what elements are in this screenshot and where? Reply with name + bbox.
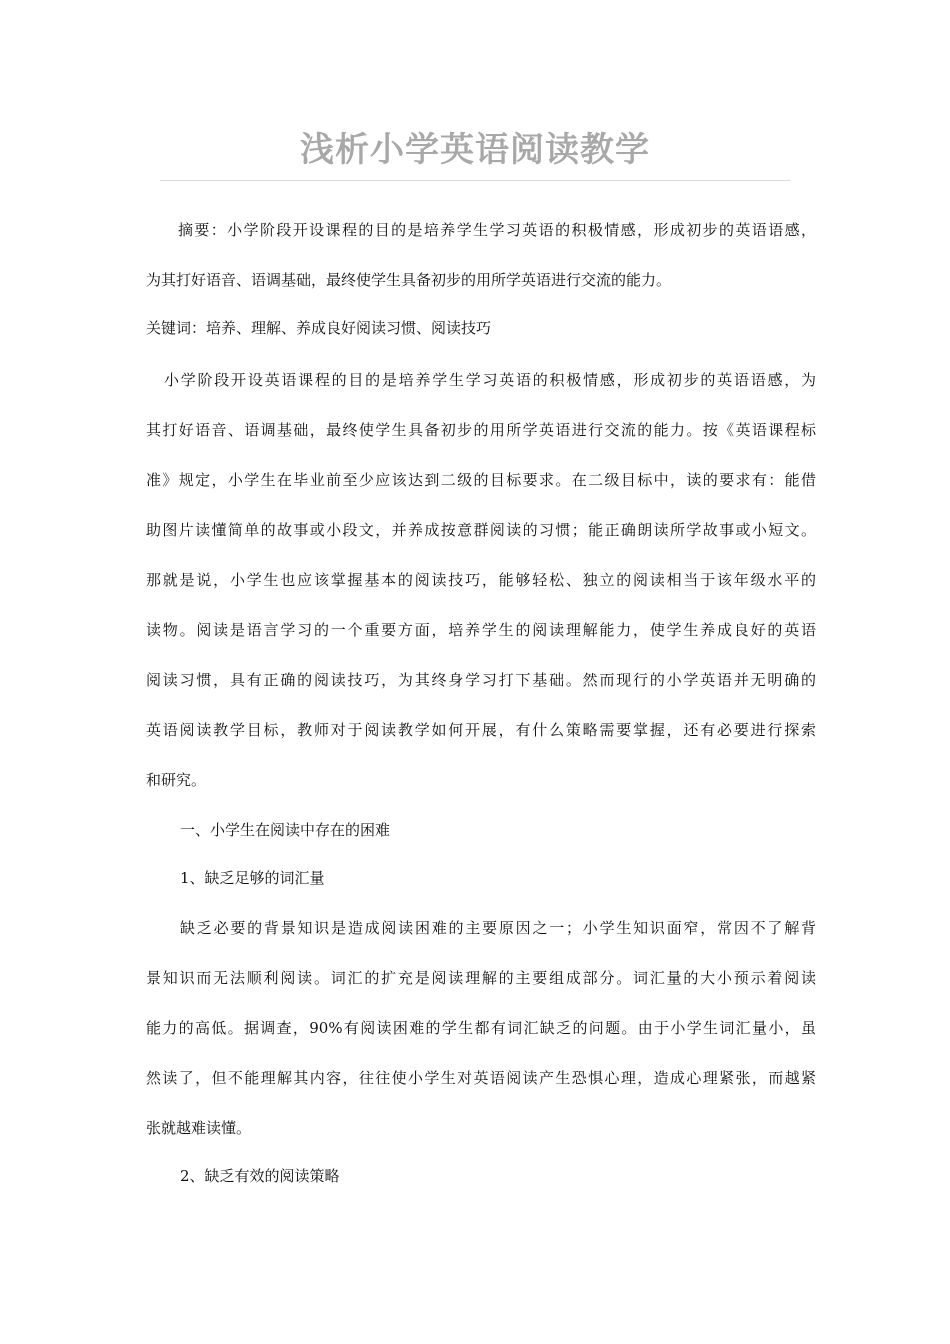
abstract-line: 为其打好语音、语调基础，最终使学生具备初步的用所学英语进行交流的能力。 bbox=[146, 271, 672, 289]
body-line: 然读了，但不能理解其内容，往往使小学生对英语阅读产生恐惧心理，造成心理紧张，而越紧 bbox=[146, 1069, 816, 1087]
intro-line: 英语阅读教学目标，教师对于阅读教学如何开展，有什么策略需要掌握，还有必要进行探索 bbox=[146, 721, 816, 739]
abstract-line: 摘要：小学阶段开设课程的目的是培养学生学习英语的积极情感，形成初步的英语语感， bbox=[178, 221, 816, 239]
intro-paragraph bbox=[146, 370, 816, 820]
subsection-heading: 1、缺乏足够的词汇量 bbox=[180, 869, 325, 887]
intro-line: 助图片读懂简单的故事或小段文，并养成按意群阅读的习惯；能正确朗读所学故事或小短文。 bbox=[146, 521, 816, 539]
subsection-paragraph bbox=[146, 918, 816, 1168]
title-divider bbox=[160, 180, 790, 181]
intro-line: 阅读习惯，具有正确的阅读技巧，为其终身学习打下基础。然而现行的小学英语并无明确的 bbox=[146, 671, 816, 689]
intro-line: 和研究。 bbox=[146, 771, 207, 789]
section-heading: 一、小学生在阅读中存在的困难 bbox=[180, 821, 391, 839]
intro-line: 读物。阅读是语言学习的一个重要方面，培养学生的阅读理解能力，使学生养成良好的英语 bbox=[146, 621, 816, 639]
body-line: 能力的高低。据调查，90%有阅读困难的学生都有词汇缺乏的问题。由于小学生词汇量小，虽 bbox=[146, 1019, 816, 1037]
intro-line: 准》规定，小学生在毕业前至少应该达到二级的目标要求。在二级目标中，读的要求有：能借 bbox=[146, 471, 816, 489]
document-title: 浅析小学英语阅读教学 bbox=[300, 130, 650, 170]
subsection-heading: 2、缺乏有效的阅读策略 bbox=[180, 1167, 340, 1185]
keywords-line: 关键词：培养、理解、养成良好阅读习惯、阅读技巧 bbox=[146, 319, 492, 337]
abstract-paragraph bbox=[146, 220, 816, 320]
intro-line: 那就是说，小学生也应该掌握基本的阅读技巧，能够轻松、独立的阅读相当于该年级水平的 bbox=[146, 571, 816, 589]
intro-line: 小学阶段开设英语课程的目的是培养学生学习英语的积极情感，形成初步的英语语感，为 bbox=[164, 371, 816, 389]
body-line: 缺乏必要的背景知识是造成阅读困难的主要原因之一；小学生知识面窄，常因不了解背 bbox=[180, 919, 816, 937]
intro-line: 其打好语音、语调基础，最终使学生具备初步的用所学英语进行交流的能力。按《英语课程标 bbox=[146, 421, 816, 439]
body-line: 景知识而无法顺利阅读。词汇的扩充是阅读理解的主要组成部分。词汇量的大小预示着阅读 bbox=[146, 969, 816, 987]
body-line: 张就越难读懂。 bbox=[146, 1119, 252, 1137]
